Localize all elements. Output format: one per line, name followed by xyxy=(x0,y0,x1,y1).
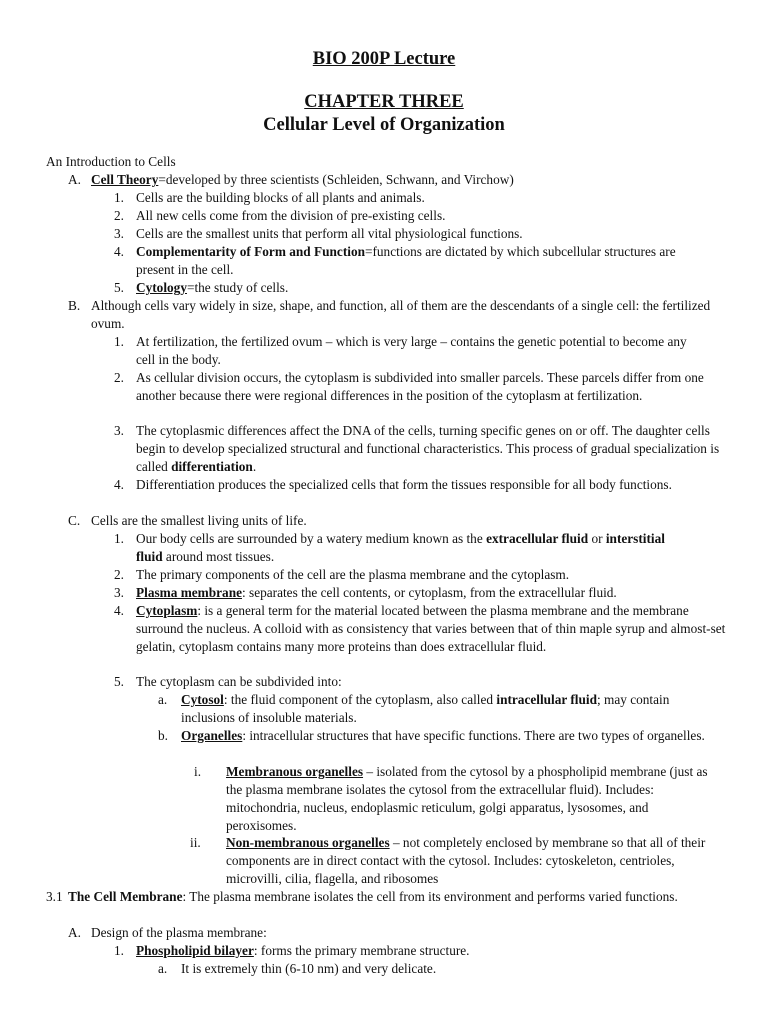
list-number: 2. xyxy=(114,208,124,223)
section-heading-intro: An Introduction to Cells xyxy=(46,154,176,169)
list-number: 1. xyxy=(114,943,124,958)
section-heading-cell-membrane: The Cell Membrane: The plasma membrane isolates the cell from its environment and performs varied functions. xyxy=(68,889,678,904)
list-number: 3. xyxy=(114,226,124,241)
sub-list-item: Cytosol: the fluid component of the cytoplasm, also called intracellular fluid; may contain inclusions of insoluble materials. xyxy=(181,692,670,725)
list-item: The cytoplasmic differences affect the DNA of the cells, turning specific genes on or off. The daughter cells begin to develop specialized structural and functional characteristics. This process of gradual specialization is called differentiation. xyxy=(136,423,720,474)
list-item: Phospholipid bilayer: forms the primary membrane structure. xyxy=(136,943,470,958)
list-item: Differentiation produces the specialized cells that form the tissues responsible for all body functions. xyxy=(136,477,672,492)
chapter-title: CHAPTER THREE xyxy=(304,92,464,112)
list-item: As cellular division occurs, the cytoplasm is subdivided into smaller parcels. These parcels differ from one another because there were regional differences in the position of the cytoplasm at fertilization. xyxy=(136,370,704,403)
list-item: Complementarity of Form and Function=functions are dictated by which subcellular structures are present in the cell. xyxy=(136,244,676,277)
list-number: 2. xyxy=(114,370,124,385)
sub-list-item: It is extremely thin (6-10 nm) and very delicate. xyxy=(181,961,437,976)
list-item: At fertilization, the fertilized ovum – which is very large – contains the genetic potential to become any cell in the body. xyxy=(136,334,687,367)
list-item: Cytoplasm: is a general term for the material located between the plasma membrane and the membrane surround the nucleus. A colloid with as consistency that varies between that of thin maple syrup and almost-set gelatin, cytoplasm contains many more proteins than does extracellular fluid. xyxy=(136,603,726,654)
list-item: Plasma membrane: separates the cell contents, or cytoplasm, from the extracellular fluid. xyxy=(136,585,617,600)
list-item: Our body cells are surrounded by a watery medium known as the extracellular fluid or interstitial fluid around most tissues. xyxy=(136,531,665,564)
list-number: 1. xyxy=(114,334,124,349)
chapter-subtitle: Cellular Level of Organization xyxy=(263,115,505,135)
list-item: Cells are the smallest units that perform all vital physiological functions. xyxy=(136,226,523,241)
outline-item-A: Design of the plasma membrane: xyxy=(91,925,267,940)
outline-marker: A. xyxy=(68,925,81,940)
list-item: Cytology=the study of cells. xyxy=(136,280,289,295)
list-letter: b. xyxy=(158,728,168,743)
list-number: 3. xyxy=(114,585,124,600)
outline-marker: A. xyxy=(68,172,81,187)
outline-item-B: Although cells vary widely in size, shape, and function, all of them are the descendants of a single cell: the fertilized ovum. xyxy=(91,298,711,331)
list-number: 1. xyxy=(114,531,124,546)
list-number: 5. xyxy=(114,280,124,295)
list-item: The cytoplasm can be subdivided into: xyxy=(136,674,342,689)
list-item: All new cells come from the division of pre-existing cells. xyxy=(136,208,446,223)
sub-sub-list-item: Non-membranous organelles – not completely enclosed by membrane so that all of their components are in direct contact with the cytosol. Includes: cytoskeleton, centrioles, microvilli, cilia, flagella, and ribosomes xyxy=(226,835,706,886)
list-item: Cells are the building blocks of all plants and animals. xyxy=(136,190,425,205)
list-number: 5. xyxy=(114,674,124,689)
list-number: 4. xyxy=(114,244,124,259)
list-number: 4. xyxy=(114,477,124,492)
section-number: 3.1 xyxy=(46,889,63,904)
list-number: 2. xyxy=(114,567,124,582)
outline-item-A: Cell Theory=developed by three scientists (Schleiden, Schwann, and Virchow) xyxy=(91,172,514,187)
outline-marker: C. xyxy=(68,513,81,528)
course-title: BIO 200P Lecture xyxy=(312,49,456,69)
sub-sub-list-item: Membranous organelles – isolated from the cytosol by a phospholipid membrane (just as the plasma membrane isolates the cytosol from the extracellular fluid). Includes: mitochondria, nucleus, endoplasmic reticulum, golgi apparatus, lysosomes, and peroxisomes. xyxy=(226,764,708,833)
list-letter: a. xyxy=(158,961,168,976)
list-number: 3. xyxy=(114,423,124,438)
list-item: The primary components of the cell are the plasma membrane and the cytoplasm. xyxy=(136,567,570,582)
list-letter: a. xyxy=(158,692,168,707)
sub-list-item: Organelles: intracellular structures that have specific functions. There are two types of organelles. xyxy=(181,728,705,743)
list-roman: ii. xyxy=(190,835,201,850)
outline-marker: B. xyxy=(68,298,81,313)
list-roman: i. xyxy=(194,764,202,779)
list-number: 4. xyxy=(114,603,124,618)
list-number: 1. xyxy=(114,190,124,205)
outline-item-C: Cells are the smallest living units of life. xyxy=(91,513,307,528)
